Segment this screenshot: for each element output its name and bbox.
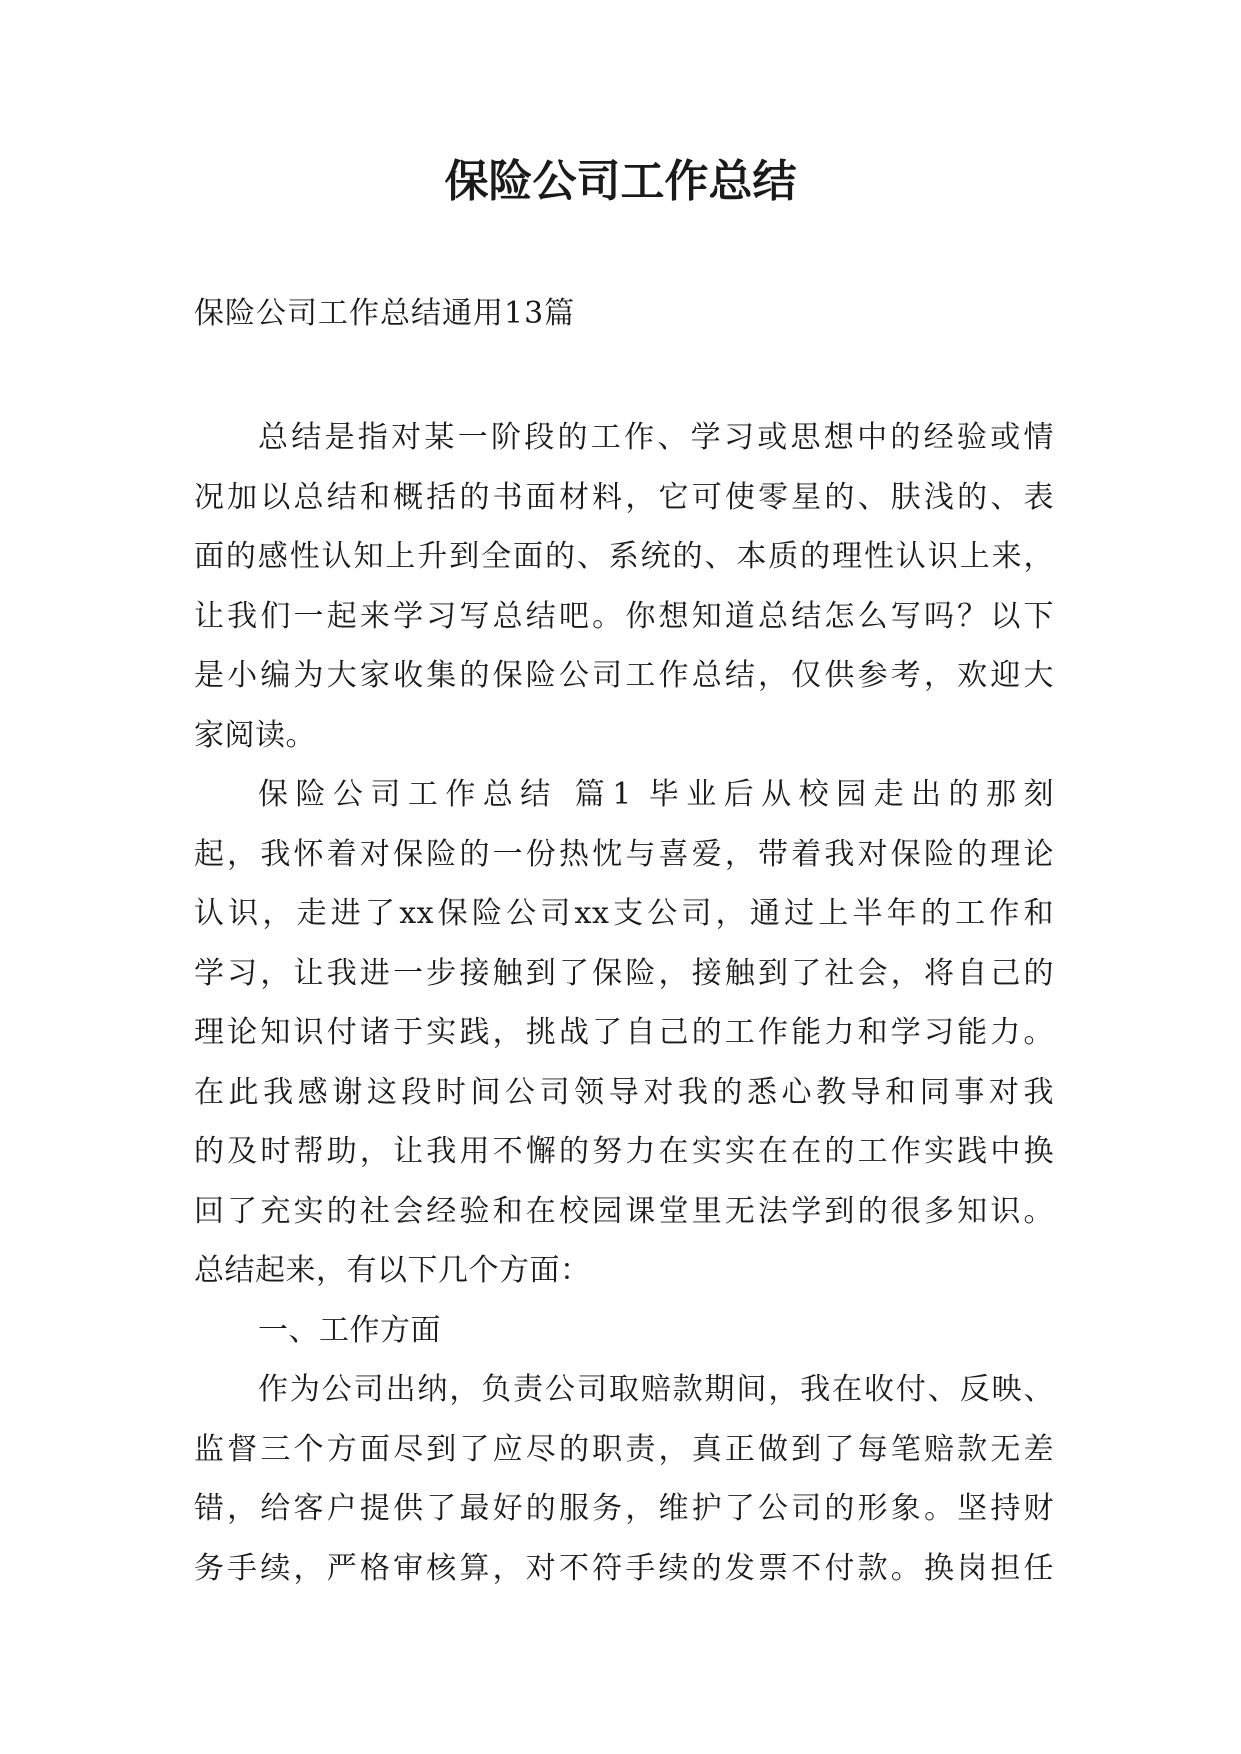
body-line: 监督三个方面尽到了应尽的职责，真正做到了每笔赔款无差	[194, 1431, 1054, 1467]
body-line: 学习，让我进一步接触到了保险，接触到了社会，将自己的	[194, 955, 1054, 991]
body-line: 是小编为大家收集的保险公司工作总结，仅供参考，欢迎大	[194, 658, 1054, 693]
body-line: 面的感性认知上升到全面的、系统的、本质的理性认识上来，	[194, 539, 1054, 574]
document-subtitle: 保险公司工作总结通用13篇	[194, 296, 576, 331]
body-line: 的及时帮助，让我用不懈的努力在实实在在的工作实践中换	[194, 1134, 1054, 1169]
body-line: 务手续，严格审核算，对不符手续的发票不付款。换岗担任	[194, 1550, 1054, 1586]
document-title: 保险公司工作总结	[444, 156, 797, 207]
document-body	[194, 408, 1054, 1598]
body-line: 况加以总结和概括的书面材料，它可使零星的、肤浅的、表	[194, 479, 1054, 515]
body-line: 作为公司出纳，负责公司取赔款期间，我在收付、反映、	[258, 1372, 1054, 1407]
body-line: 总结是指对某一阶段的工作、学习或思想中的经验或情	[258, 420, 1054, 455]
body-line: 让我们一起来学习写总结吧。你想知道总结怎么写吗？以下	[194, 598, 1054, 634]
body-line: 保险公司工作总结 篇1 毕业后从校园走出的那刻	[258, 777, 1054, 812]
body-line: 总结起来，有以下几个方面：	[194, 1253, 591, 1288]
body-line: 在此我感谢这段时间公司领导对我的悉心教导和同事对我	[194, 1074, 1054, 1110]
body-line: 起，我怀着对保险的一份热忱与喜爱，带着我对保险的理论	[194, 836, 1054, 872]
body-line: 错，给客户提供了最好的服务，维护了公司的形象。坚持财	[194, 1491, 1054, 1526]
body-line: 理论知识付诸于实践，挑战了自己的工作能力和学习能力。	[194, 1015, 1054, 1050]
body-line: 认识，走进了xx保险公司xx支公司，通过上半年的工作和	[194, 896, 1054, 931]
body-line: 回了充实的社会经验和在校园课堂里无法学到的很多知识。	[194, 1193, 1054, 1229]
body-line: 家阅读。	[194, 717, 316, 753]
body-line: 一、工作方面	[258, 1312, 441, 1348]
